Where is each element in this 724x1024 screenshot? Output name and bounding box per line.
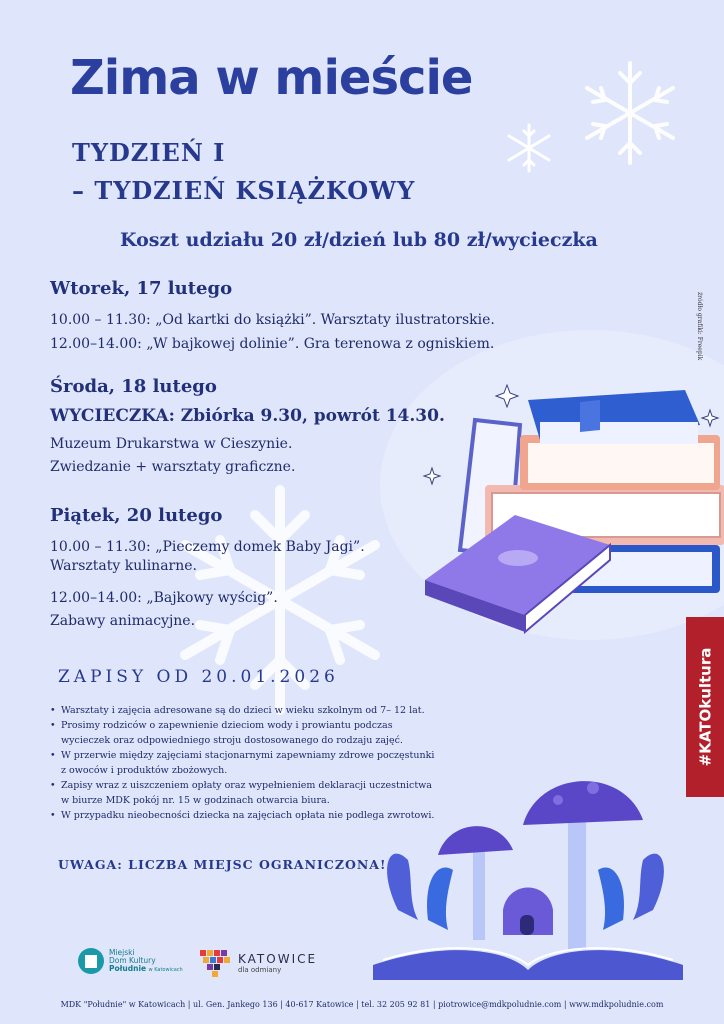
katowice-logo-name: KATOWICE: [238, 952, 318, 966]
trip-info: WYCIECZKA: Zbiórka 9.30, powrót 14.30.: [50, 406, 445, 426]
registration-date: ZAPISY OD 20.01.2026: [58, 667, 339, 687]
schedule-line: Zwiedzanie + warsztaty graficzne.: [50, 459, 296, 475]
mdk-logo-line: Południe: [109, 963, 147, 973]
mdk-logo-line: w Katowicach: [148, 966, 183, 973]
schedule-line: 10.00 – 11.30: „Pieczemy domek Baby Jagi”.: [50, 539, 365, 555]
rule-item: • Warsztaty i zajęcia adresowane są do dzieci w wieku szkolnym od 7– 12 lat.: [50, 703, 480, 718]
schedule-line: Zabawy animacyjne.: [50, 613, 196, 629]
image-credit: źródło grafiki: Freepik: [696, 292, 703, 361]
warning-text: UWAGA: LICZBA MIEJSC OGRANICZONA!: [58, 857, 387, 872]
page-title: Zima w mieście: [70, 50, 473, 106]
day-heading-wednesday: Środa, 18 lutego: [50, 376, 217, 397]
schedule-line: 12.00–14.00: „Bajkowy wyścig”.: [50, 590, 278, 606]
mdk-logo-icon: [78, 948, 104, 974]
snowflake-small-icon: [503, 122, 555, 174]
schedule-line: Muzeum Drukarstwa w Cieszynie.: [50, 436, 293, 452]
rule-item: • W przerwie między zajęciami stacjonarnymi zapewniamy zdrowe poczęstunki z owoców i produktów zbożowych.: [50, 748, 480, 778]
katowice-logo-tagline: dla odmiany: [238, 966, 282, 974]
katowice-logo: [200, 948, 317, 978]
schedule-line: 10.00 – 11.30: „Od kartki do książki”. Warsztaty ilustratorskie.: [50, 312, 495, 328]
hashtag-banner: [686, 617, 724, 797]
mdk-logo-line: Miejski: [109, 947, 135, 957]
schedule-line: Warsztaty kulinarne.: [50, 558, 197, 574]
hashtag-text: #KATOkultura: [696, 647, 715, 767]
cost-info: Koszt udziału 20 zł/dzień lub 80 zł/wycieczka: [120, 229, 598, 251]
katowice-logo-icon: [200, 948, 232, 978]
rule-item: • Zapisy wraz z uiszczeniem opłaty oraz wypełnieniem deklaracji uczestnictwa w biurze MDK pokój nr. 15 w godzinach otwarcia biura.: [50, 778, 480, 808]
day-heading-tuesday: Wtorek, 17 lutego: [50, 278, 233, 299]
rules-list: [50, 703, 480, 823]
rule-item: • Prosimy rodziców o zapewnienie dzieciom wody i prowiantu podczas wycieczek oraz odpowiedniego stroju dostosowanego do rodzaju zajęć.: [50, 718, 480, 748]
subtitle-theme: – TYDZIEŃ KSIĄŻKOWY: [72, 176, 416, 205]
rule-item: • W przypadku nieobecności dziecka na zajęciach opłata nie podlega zwrotowi.: [50, 808, 480, 823]
mdk-logo-line: Dom Kultury: [109, 955, 156, 965]
schedule-line: 12.00–14.00: „W bajkowej dolinie”. Gra terenowa z ogniskiem.: [50, 336, 495, 352]
mdk-logo: [78, 948, 183, 974]
footer-contact: MDK "Południe" w Katowicach | ul. Gen. Jankego 136 | 40-617 Katowice | tel. 32 205 92 81 | piotrowice@mdkpoludnie.com | www.mdkpoludnie.com: [60, 1000, 664, 1009]
snowflake-large-icon: [575, 58, 685, 168]
mdk-logo-text: [109, 949, 183, 974]
subtitle-week: TYDZIEŃ I: [72, 138, 226, 167]
day-heading-friday: Piątek, 20 lutego: [50, 505, 223, 526]
books-illustration: [420, 380, 724, 640]
